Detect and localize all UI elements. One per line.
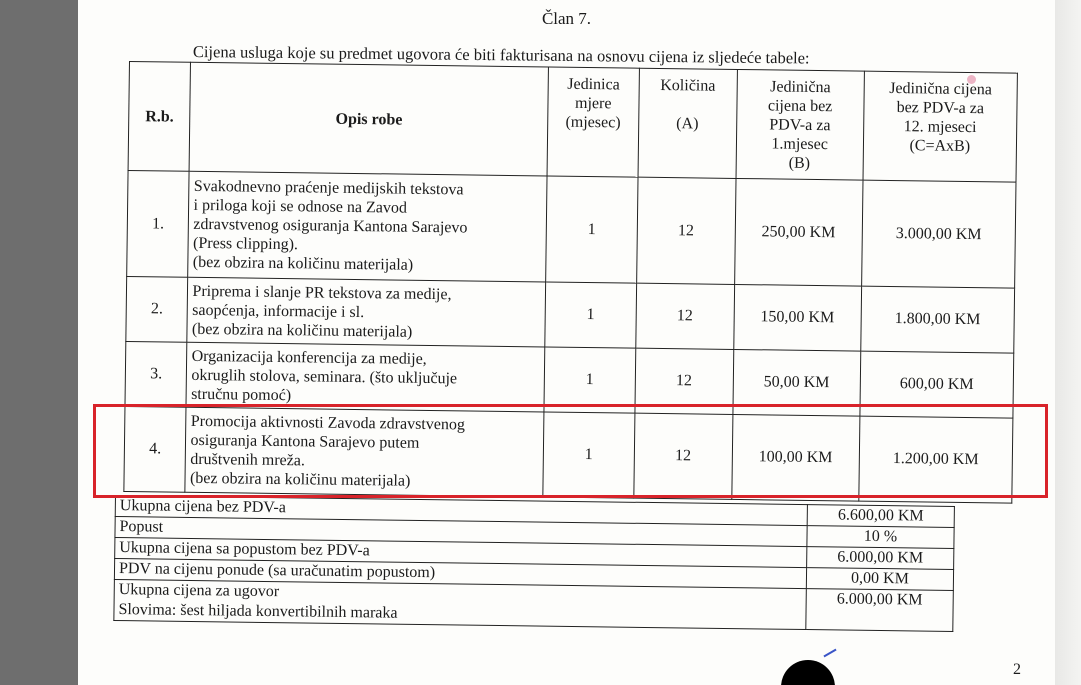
table-row: [126, 276, 1015, 353]
article-heading: Član 7.: [541, 9, 592, 28]
document-page: [78, 0, 1055, 685]
summary-value: 6.600,00 KM: [807, 505, 954, 528]
header-jedinicna-cijena: Jedinična cijena bez PDV-a za 1.mjesec (B): [736, 69, 865, 180]
row-unit: 1: [545, 282, 637, 348]
summary-table: [113, 495, 955, 632]
summary-label: Ukupna cijena bez PDV-a: [115, 496, 807, 526]
summary-label: PDV na cijenu ponude (sa uračunatim popustom): [114, 559, 806, 589]
summary-value: 6.000,00 KM: [807, 547, 954, 570]
row-unit: 1: [546, 176, 638, 283]
row-unit-price: 150,00 KM: [733, 284, 861, 351]
summary-value: [806, 609, 953, 631]
summary-label: Ukupna cijena za ugovor: [114, 579, 806, 609]
summary-label: Ukupna cijena sa popustom bez PDV-a: [115, 538, 807, 568]
summary-value: 0,00 KM: [806, 568, 953, 591]
redaction-mark: [781, 660, 835, 685]
row-number: 4.: [124, 406, 187, 492]
row-unit: 1: [544, 347, 636, 413]
row-number: 3.: [125, 341, 187, 407]
header-ukupno: Jedinična cijena bez PDV-a za 12. mjeseci (C=AxB): [863, 71, 1018, 182]
table-header-row: [128, 62, 1017, 183]
row-description: Organizacija konferencija za medije, okruglih stolova, seminara. (što uključuje stručnu pomoć): [186, 342, 544, 412]
row-number: 1.: [127, 170, 190, 277]
header-rb: R.b.: [128, 62, 191, 172]
row-unit-price: 100,00 KM: [731, 414, 859, 501]
row-quantity: 12: [633, 413, 732, 499]
row-description: Priprema i slanje PR tekstova za medije, saopćenja, informacije i sl. (bez obzira na količinu materijala): [187, 277, 545, 347]
summary-value: 10 %: [807, 526, 954, 549]
row-unit-price: 250,00 KM: [734, 178, 863, 286]
row-unit-price: 50,00 KM: [733, 349, 861, 416]
scan-edge: [1055, 0, 1081, 685]
table-row: [127, 170, 1016, 288]
summary-label: Slovima: šest hiljada konvertibilnih maraka: [114, 600, 806, 630]
row-quantity: 12: [635, 348, 734, 414]
row-quantity: 12: [635, 283, 734, 349]
header-jedinica-mjere: Jedinica mjere (mjesec): [547, 67, 639, 177]
row-unit: 1: [543, 412, 635, 498]
row-quantity: 12: [636, 177, 735, 284]
row-number: 2.: [126, 276, 188, 342]
highlight-box: [93, 404, 1048, 498]
row-total: 1.800,00 KM: [861, 286, 1015, 353]
pen-stroke: [823, 649, 836, 658]
page-number: 2: [1013, 661, 1021, 678]
header-opis: Opis robe: [190, 62, 549, 176]
row-total: 3.000,00 KM: [861, 180, 1016, 288]
row-total: 1.200,00 KM: [859, 416, 1013, 503]
row-description: Promocija aktivnosti Zavoda zdravstvenog osiguranja Kantona Sarajevo putem društvenih mreža. (bez obzira na količinu materijala): [185, 407, 544, 497]
intro-text: Cijena usluga koje su predmet ugovora će biti fakturisana na osnovu cijena iz sljedeće tabele:: [192, 42, 810, 68]
summary-label: Popust: [115, 517, 807, 547]
row-description: Svakodnevno praćenje medijskih tekstova i priloga koji se odnose na Zavod zdravstvenog osiguranja Kantona Sarajevo (Press clipping). (bez obzira na količinu materijala): [188, 171, 547, 282]
header-kolicina: Količina (A): [638, 68, 737, 178]
row-total: 600,00 KM: [860, 351, 1014, 418]
summary-value: 6.000,00 KM: [806, 589, 953, 611]
